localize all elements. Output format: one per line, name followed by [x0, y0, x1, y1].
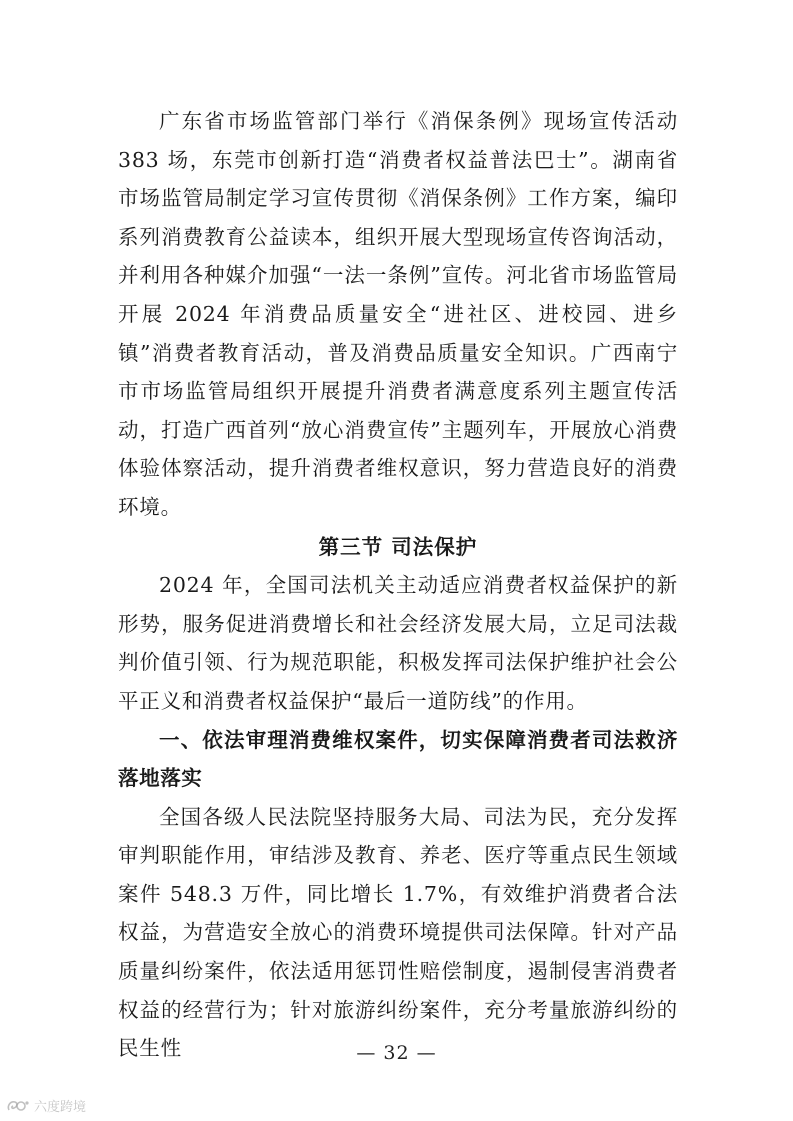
paragraph-body: 全国各级人民法院坚持服务大局、司法为民，充分发挥审判职能作用，审结涉及教育、养老、医疗等重点民生领域案件 548.3 万件，同比增长 1.7%，有效维护消费者合法权益，为营造安全放心的消费环境提供司法保障。针对产品质量纠纷案件，依法适用惩罚性赔偿制度，遏制侵害消费者权益的经营行为；针对旅游纠纷案件，充分考量旅游纠纷的民生性 — [118, 804, 678, 1061]
paragraph-intro: 2024 年，全国司法机关主动适应消费者权益保护的新形势，服务促进消费增长和社会经济发展大局，立足司法裁判价值引领、行为规范职能，积极发挥司法保护维护社会公平正义和消费者权益保护“最后一道防线”的作用。 — [118, 573, 678, 713]
watermark — [6, 1096, 86, 1115]
page-content — [118, 102, 678, 1068]
section-title: 第三节 司法保护 — [318, 534, 478, 559]
paragraph-consumer-education: 广东省市场监管部门举行《消保条例》现场宣传活动 383 场，东莞市创新打造“消费者权益普法巴士”。湖南省市场监管局制定学习宣传贯彻《消保条例》工作方案，编印系列消费教育公益读本，组织开展大型现场宣传咨询活动，并利用各种媒介加强“一法一条例”宣传。河北省市场监管局开展 2024 年消费品质量安全“进社区、进校园、进乡镇”消费者教育活动，普及消费品质量安全知识。广西南宁市市场监管局组织开展提升消费者满意度系列主题宣传活动，打造广西首列“放心消费宣传”主题列车，开展放心消费体验体察活动，提升消费者维权意识，努力营造良好的消费环境。 — [118, 109, 678, 519]
watermark-text: 六度跨境 — [34, 1100, 87, 1115]
page-number: — 32 — — [356, 1042, 437, 1064]
sub-heading: 一、依法审理消费维权案件，切实保障消费者司法救济落地落实 — [118, 727, 678, 791]
watermark-logo-icon — [6, 1098, 30, 1114]
